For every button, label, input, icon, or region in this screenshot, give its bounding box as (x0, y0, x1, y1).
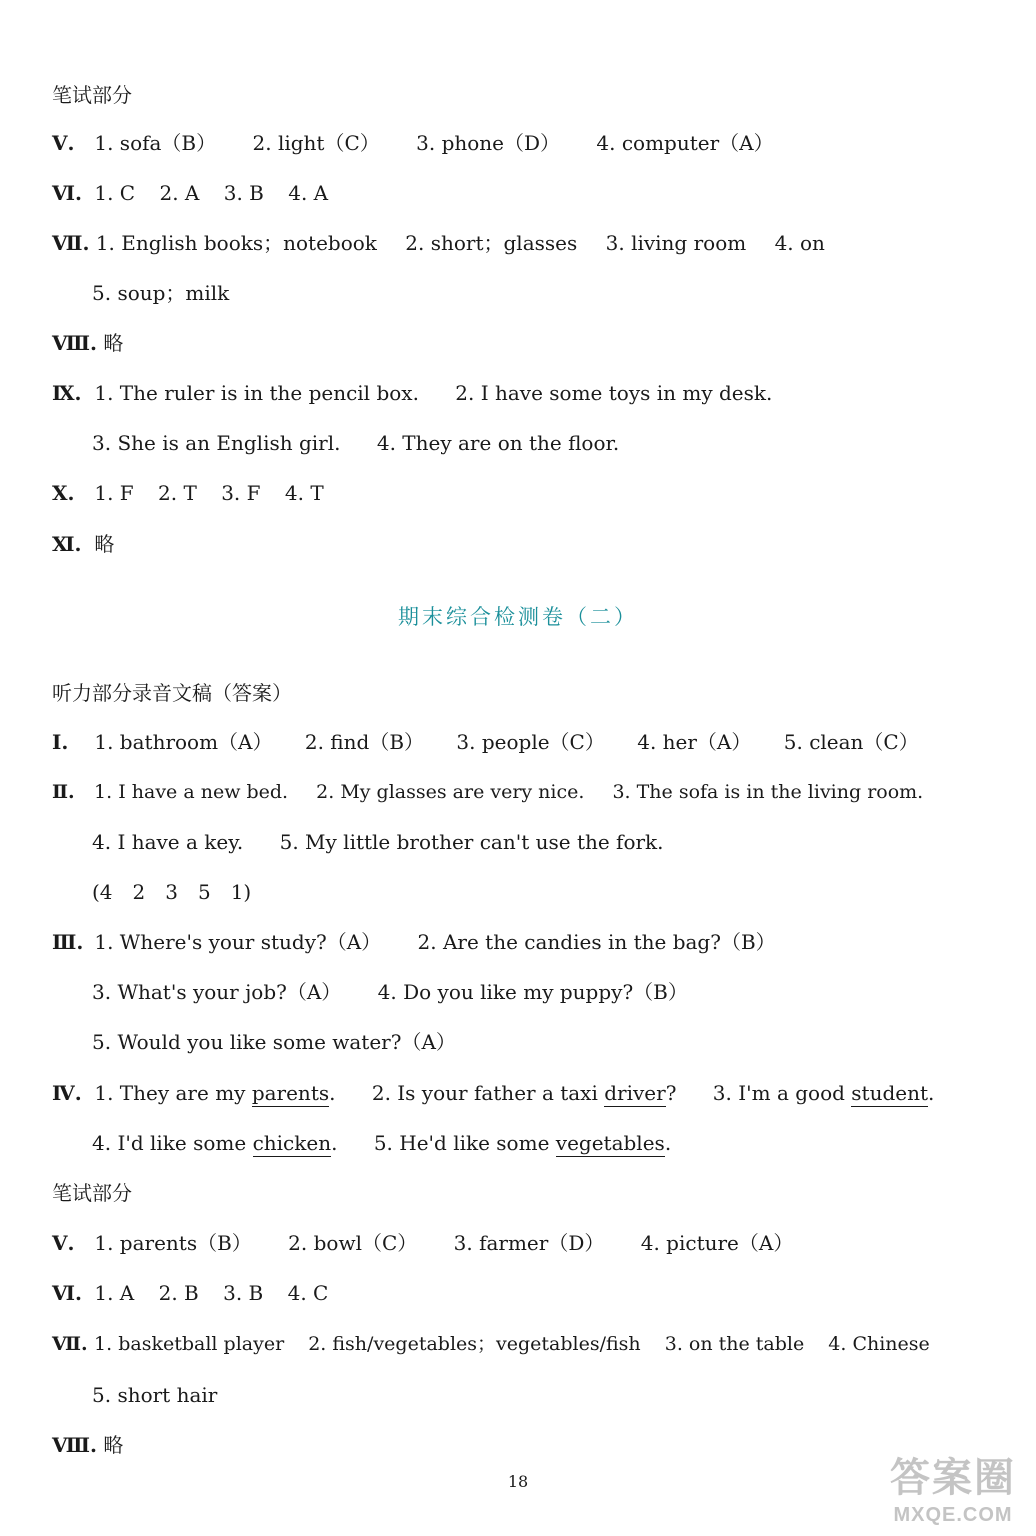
answer-item: 4. on (774, 231, 825, 255)
answer-row-v-2 (52, 1226, 996, 1260)
answer-item (374, 1131, 671, 1155)
answer-item: 2. A (159, 181, 200, 205)
answer-item: 4. Do you like my puppy?（B） (377, 980, 688, 1004)
underlined-word: driver (604, 1081, 666, 1105)
answer-item: 1. F (94, 481, 134, 505)
answer-item: 4. Chinese (828, 1333, 930, 1355)
underlined-word: parents (251, 1081, 330, 1105)
answer-item: 3. The sofa is in the living room. (612, 781, 924, 803)
answer-row-x (52, 476, 996, 510)
answer-row-v (52, 126, 996, 160)
answer-item: 4. computer（A） (596, 131, 774, 155)
answer-item: 略 (103, 331, 124, 355)
roman-label: Ⅳ. (52, 1081, 82, 1105)
answer-item: 1. basketball player (94, 1333, 285, 1355)
answer-item (372, 1081, 677, 1105)
underlined-word: chicken (252, 1131, 332, 1155)
answer-row-ii-cont (92, 825, 996, 859)
answer-row-iii (52, 925, 996, 959)
sentence-punctuation: . (928, 1081, 935, 1105)
answer-row-xi (52, 527, 996, 561)
roman-label: Ⅴ. (52, 1231, 75, 1255)
listening-section-heading: 听力部分录音文稿（答案） (52, 681, 292, 705)
answer-row-vii-cont (92, 276, 996, 310)
section-title: 期末综合检测卷（二） (398, 605, 638, 629)
answer-item: 4. I have a key. (92, 830, 244, 854)
answer-item: 1. A (94, 1281, 135, 1305)
written-section-heading-2: 笔试部分 (52, 1181, 132, 1205)
answer-row-viii (52, 326, 996, 360)
watermark-text-en: MXQE.COM (893, 1504, 1013, 1526)
answer-item: 3. phone（D） (416, 131, 561, 155)
roman-label: Ⅷ. (52, 331, 97, 355)
answer-item: 2. Are the candies in the bag?（B） (417, 930, 776, 954)
answer-item: 3. B (223, 181, 264, 205)
answer-row-ix-cont (92, 426, 996, 460)
sentence-punctuation: . (329, 1081, 336, 1105)
answer-row-viii-2 (52, 1428, 996, 1462)
answer-row-ii-order (92, 875, 996, 909)
answer-item: 1. parents（B） (94, 1231, 252, 1255)
roman-label: Ⅰ. (52, 730, 69, 754)
answer-item: 2. bowl（C） (288, 1231, 418, 1255)
answer-item: 5. soup；milk (92, 281, 230, 305)
answer-item: 3. She is an English girl. (92, 431, 341, 455)
answer-item: 2. B (158, 1281, 199, 1305)
answer-item: 1. sofa（B） (94, 131, 217, 155)
underlined-word: student (851, 1081, 929, 1105)
roman-label: Ⅴ. (52, 131, 75, 155)
answer-item: 1. I have a new bed. (94, 781, 289, 803)
watermark-logo (878, 1454, 1028, 1532)
answer-row-iii-cont2 (92, 1025, 996, 1059)
answer-item: 5. clean（C） (783, 730, 919, 754)
answer-item: 1. Where's your study?（A） (94, 930, 382, 954)
roman-label: Ⅱ. (52, 781, 75, 803)
answer-item: 1. C (94, 181, 136, 205)
answer-item: 5. Would you like some water?（A） (92, 1030, 456, 1054)
answer-item: 5. My little brother can't use the fork. (279, 830, 664, 854)
answer-item: 4. C (287, 1281, 329, 1305)
answer-item (92, 1131, 337, 1155)
answer-item: 略 (103, 1433, 124, 1457)
answer-item: 3. farmer（D） (453, 1231, 605, 1255)
sentence-punctuation: . (331, 1131, 338, 1155)
answer-item: 2. find（B） (304, 730, 425, 754)
roman-label: Ⅷ. (52, 1433, 97, 1457)
answer-item: 3. on the table (664, 1333, 805, 1355)
sentence-punctuation: ? (665, 1081, 677, 1105)
answer-row-ix (52, 376, 996, 410)
answer-item: 5. short hair (92, 1383, 218, 1407)
roman-label: Ⅺ. (52, 532, 82, 556)
answer-item (713, 1081, 935, 1107)
roman-label: Ⅶ. (52, 1333, 88, 1355)
answer-item: 1. English books；notebook (95, 231, 377, 255)
sentence-text: 1. They are my (94, 1081, 252, 1105)
answer-item: 略 (94, 532, 115, 556)
underlined-word: vegetables (555, 1131, 665, 1155)
answer-item: (4 2 3 5 1) (92, 880, 252, 904)
answer-item: 1. bathroom（A） (94, 730, 273, 754)
answer-row-iv-cont (92, 1126, 996, 1160)
sentence-punctuation: . (664, 1131, 672, 1155)
answer-item: 4. T (284, 481, 324, 505)
roman-label: Ⅲ. (52, 930, 84, 954)
answer-row-vi (52, 176, 996, 210)
roman-label: Ⅶ. (52, 231, 90, 255)
answer-item: 4. They are on the floor. (376, 431, 620, 455)
roman-label: Ⅸ. (52, 381, 82, 405)
answer-row-vii-2 (52, 1327, 996, 1361)
answer-item: 3. F (221, 481, 261, 505)
answer-row-vi-2 (52, 1276, 996, 1310)
written-section-heading: 笔试部分 (52, 83, 132, 107)
answer-item: 1. The ruler is in the pencil box. (94, 381, 419, 405)
sentence-text: 2. Is your father a taxi (371, 1081, 605, 1105)
watermark-text-cn: 答案圈 (890, 1456, 1016, 1500)
answer-item: 4. A (288, 181, 329, 205)
answer-item: 2. I have some toys in my desk. (455, 381, 773, 405)
page-number: 18 (507, 1472, 529, 1491)
answer-item: 2. short；glasses (405, 231, 578, 255)
answer-row-vii (52, 226, 996, 260)
answer-item: 3. living room (605, 231, 747, 255)
sentence-text: 5. He'd like some (373, 1131, 556, 1155)
answer-row-ii (52, 775, 996, 809)
roman-label: Ⅹ. (52, 481, 75, 505)
answer-item: 4. her（A） (637, 730, 752, 754)
roman-label: Ⅵ. (52, 181, 82, 205)
answer-row-i (52, 725, 996, 759)
answer-item: 2. My glasses are very nice. (316, 781, 585, 803)
answer-item: 2. light（C） (252, 131, 380, 155)
answer-item: 2. fish/vegetables；vegetables/fish (308, 1333, 641, 1355)
answer-item: 3. B (223, 1281, 264, 1305)
answer-row-vii-2-cont (92, 1378, 996, 1412)
sentence-text: 4. I'd like some (92, 1131, 253, 1155)
answer-item (94, 1081, 335, 1105)
sentence-text: 3. I'm a good (712, 1081, 852, 1105)
answer-row-iv (52, 1076, 996, 1110)
answer-item: 3. people（C） (456, 730, 605, 754)
answer-row-iii-cont (92, 975, 996, 1009)
answer-item: 4. picture（A） (640, 1231, 794, 1255)
answer-item: 3. What's your job?（A） (92, 980, 342, 1004)
answer-item: 2. T (158, 481, 197, 505)
roman-label: Ⅵ. (52, 1281, 82, 1305)
